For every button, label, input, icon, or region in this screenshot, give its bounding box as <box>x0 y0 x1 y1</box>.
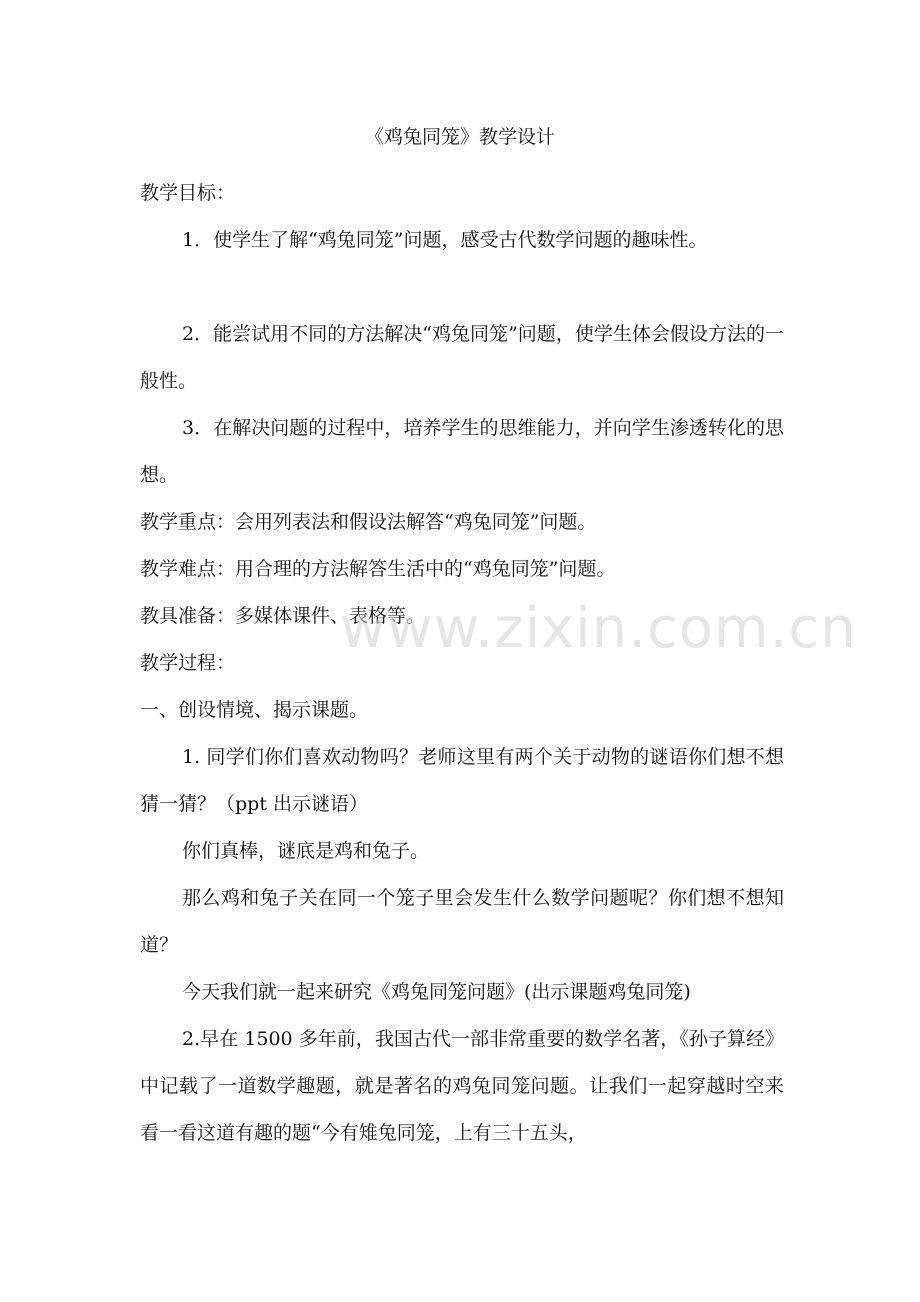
document-body <box>140 170 784 1157</box>
watermark: www.zixin.com.cn <box>340 596 857 661</box>
paragraph-2: 你们真棒，谜底是鸡和兔子。 <box>182 840 430 862</box>
paragraph-5: 2.早在 1500 多年前，我国古代一部非常重要的数学名著，《孙子算经》中记载了一道数学趣题，就是著名的鸡兔同笼问题。让我们一起穿越时空来看一看这道有趣的题“今有雉兔同笼，上有三十五头， <box>140 1028 784 1144</box>
goal-2: 2．能尝试用不同的方法解决“鸡兔同笼”问题，使学生体会假设方法的一般性。 <box>140 323 784 392</box>
goal-1: 1．使学生了解“鸡兔同笼”问题，感受古代数学问题的趣味性。 <box>182 229 708 251</box>
section-1-heading: 一、创设情境、揭示课题。 <box>140 699 369 721</box>
goal-3: 3．在解决问题的过程中，培养学生的思维能力，并向学生渗透转化的思想。 <box>140 417 784 486</box>
paragraph-4: 今天我们就一起来研究《鸡兔同笼问题》(出示课题鸡兔同笼) <box>182 981 691 1003</box>
document-title: 《鸡兔同笼》教学设计 <box>364 126 555 148</box>
process-heading: 教学过程： <box>140 652 236 674</box>
paragraph-3: 那么鸡和兔子关在同一个笼子里会发生什么数学问题呢？你们想不想知道？ <box>140 887 784 956</box>
key-point: 教学重点：会用列表法和假设法解答“鸡兔同笼”问题。 <box>140 511 597 533</box>
difficulty: 教学难点：用合理的方法解答生活中的“鸡兔同笼”问题。 <box>140 558 616 580</box>
goals-heading: 教学目标： <box>140 182 236 204</box>
paragraph-1: 1. 同学们你们喜欢动物吗？老师这里有两个关于动物的谜语你们想不想猜一猜？（ppt 出示谜语） <box>140 746 784 815</box>
materials: 教具准备：多媒体课件、表格等。 <box>140 605 426 627</box>
